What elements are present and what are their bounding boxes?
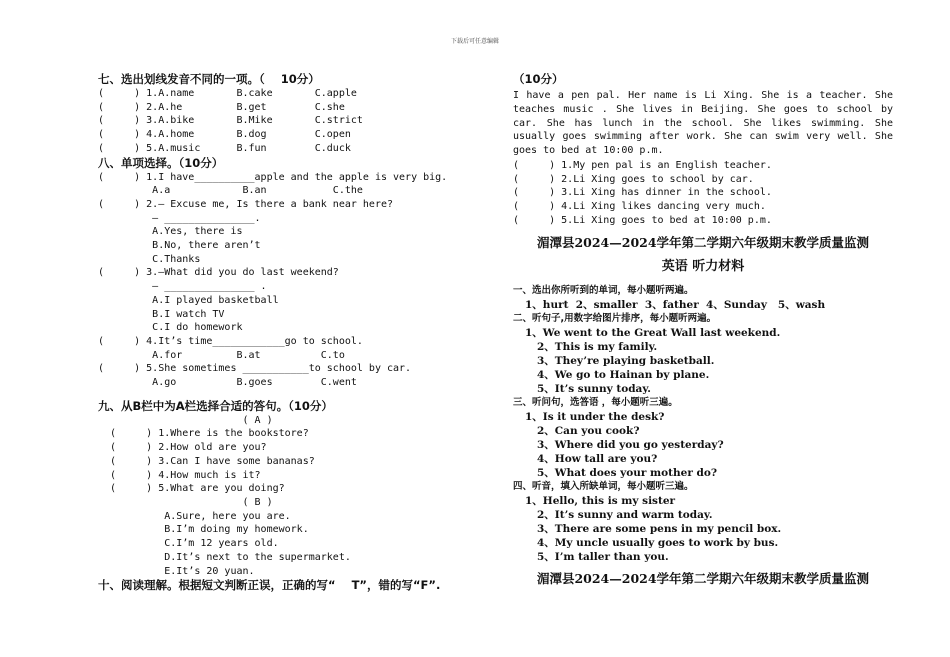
s8-line: ( ) 4.It’s time____________go to school. <box>98 335 363 347</box>
s8-line: ( ) 5.She sometimes ___________to school by car. <box>98 363 412 375</box>
s9-line: ( A ) <box>98 414 273 426</box>
s8-line: A.go B.goes C.went <box>98 377 357 389</box>
listening-section-head: 一、选出你所听到的单词，每小题听两遍。 <box>513 284 694 296</box>
s9-line: ( ) 4.How much is it? <box>98 469 261 481</box>
s8-line: A.a B.an C.the <box>98 185 363 197</box>
listening-item: 3、They’re playing basketball. <box>537 354 715 367</box>
reading-passage: I have a pen pal. Her name is Li Xing. She is a teacher. She teaches music . She lives in Beijing. She goes to school by car. She has lunch in the school. She likes swimming. She usually goes swimming after work. She can swim very well. She goes to bed at 10:00 p.m. <box>513 90 893 157</box>
tf-item: ( ) 2.Li Xing goes to school by car. <box>513 173 754 185</box>
s8-line: C.I do homework <box>98 322 243 334</box>
s8-line: A.for B.at C.to <box>98 349 345 361</box>
section-10-title: 十、阅读理解。根据短文判断正误，正确的写“ T”，错的写“F”. <box>98 578 441 593</box>
s8-line: A.I played basketball <box>98 294 279 306</box>
reading-score: （10分） <box>513 72 564 86</box>
footer-exam-title: 湄潭县2024—2024学年第二学期六年级期末教学质量监测 <box>536 570 870 586</box>
s8-line: ( ) 2.— Excuse me, Is there a bank near here? <box>98 198 394 210</box>
s9-line: B.I’m doing my homework. <box>98 524 309 536</box>
tf-item: ( ) 1.My pen pal is an English teacher. <box>513 159 772 171</box>
listening-item: 4、We go to Hainan by plane. <box>537 368 710 381</box>
listening-item: 2、It’s sunny and warm today. <box>537 508 713 521</box>
listening-section-head: 二、听句子,用数字给图片排序，每小题听两遍。 <box>513 312 717 324</box>
s8-line: B.No, there aren’t <box>98 240 261 252</box>
listening-item: 3、There are some pens in my pencil box. <box>537 522 782 535</box>
listening-item: 5、I’m taller than you. <box>537 550 669 563</box>
spacer <box>98 390 503 399</box>
s9-line: D.It’s next to the supermarket. <box>98 551 351 563</box>
s8-line: ( ) 1.I have__________apple and the apple is very big. <box>98 171 448 183</box>
right-column <box>513 72 893 594</box>
listening-item: 3、Where did you go yesterday? <box>537 438 724 451</box>
s9-line: E.It’s 20 yuan. <box>98 565 255 577</box>
listening-section-head: 三、听问句，选答语 ，每小题听三遍。 <box>513 396 678 408</box>
s7-item: ( ) 4.A.home B.dog C.open <box>98 129 351 141</box>
listening-item: 2、This is my family. <box>537 340 658 353</box>
s9-line: ( ) 1.Where is the bookstore? <box>98 428 309 440</box>
exam-title: 湄潭县2024—2024学年第二学期六年级期末教学质量监测 <box>536 234 870 250</box>
listening-item: 1、hurt 2、smaller 3、father 4、Sunday 5、wash <box>525 298 826 311</box>
s9-line: A.Sure, here you are. <box>98 510 291 522</box>
listening-item: 1、Is it under the desk? <box>525 410 665 423</box>
s9-line: ( ) 5.What are you doing? <box>98 483 285 495</box>
s8-line: — _______________. <box>98 212 261 224</box>
s8-line: A.Yes, there is <box>98 226 243 238</box>
s7-item: ( ) 5.A.music B.fun C.duck <box>98 142 351 154</box>
s8-line: B.I watch TV <box>98 308 225 320</box>
tf-item: ( ) 5.Li Xing goes to bed at 10:00 p.m. <box>513 214 772 226</box>
listening-item: 4、How tall are you? <box>537 452 658 465</box>
s8-line: C.Thanks <box>98 253 201 265</box>
listening-item: 5、It’s sunny today. <box>537 382 651 395</box>
listening-section-head: 四、听音，填入所缺单词，每小题听三遍。 <box>513 480 694 492</box>
tf-item: ( ) 3.Li Xing has dinner in the school. <box>513 187 772 199</box>
section-8-title: 八、单项选择。（10分） <box>98 155 224 170</box>
listening-item: 2、Can you cook? <box>537 424 640 437</box>
listening-item: 1、Hello, this is my sister <box>525 494 676 507</box>
listening-subtitle: 英语 听力材料 <box>661 258 745 274</box>
s8-line: ( ) 3.—What did you do last weekend? <box>98 267 339 279</box>
section-7-title: 七、选出划线发音不同的一项。（ 10分） <box>98 72 320 86</box>
listening-item: 1、We went to the Great Wall last weekend. <box>525 326 781 339</box>
tf-item: ( ) 4.Li Xing likes dancing very much. <box>513 201 766 213</box>
s7-item: ( ) 2.A.he B.get C.she <box>98 101 345 113</box>
s9-line: ( B ) <box>98 496 273 508</box>
s9-line: ( ) 2.How old are you? <box>98 442 267 454</box>
s9-line: C.I’m 12 years old. <box>98 538 279 550</box>
s8-line: — _______________ . <box>98 281 267 293</box>
left-column <box>98 72 503 593</box>
s7-item: ( ) 3.A.bike B.Mike C.strict <box>98 115 363 127</box>
s9-line: ( ) 3.Can I have some bananas? <box>98 455 315 467</box>
listening-item: 5、What does your mother do? <box>537 466 718 479</box>
s7-item: ( ) 1.A.name B.cake C.apple <box>98 88 357 99</box>
section-9-title: 九、从B栏中为A栏选择合适的答句。（10分） <box>98 398 333 413</box>
header-note: 下载后可任意编辑 <box>450 38 499 45</box>
listening-item: 4、My uncle usually goes to work by bus. <box>537 536 779 549</box>
